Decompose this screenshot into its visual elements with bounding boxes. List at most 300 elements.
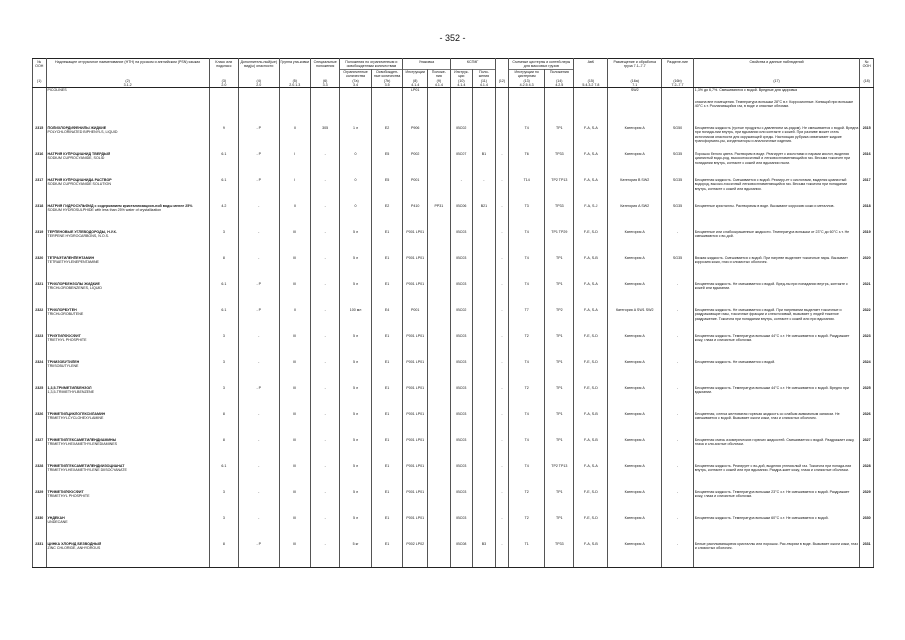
table-row: [33, 204, 874, 230]
cell-un: 2328: [33, 464, 47, 490]
header-ibc-instr: Инструк-ции: [450, 69, 473, 78]
cell-tp: TP2 TP13: [545, 178, 574, 204]
cell-sub: -: [239, 204, 280, 230]
cell-props: Бесцветная жидкость. Не смешивается с водой. При нагревании выделяет токсичные и раздражающие газы, токсичные фракции и слезоточивый, вызывает у людей тяжелое раздражение. Токсична при попадании внутрь, контакте с кожей или при вдыхании.: [693, 308, 860, 334]
cell-eq: E1: [371, 438, 403, 464]
shipping-name-cell: [46, 386, 209, 412]
cell-pp: [428, 386, 451, 412]
cell-tp: TP1: [545, 282, 574, 308]
table-row: [33, 282, 874, 308]
cell-un2: 2315: [860, 126, 874, 152]
cell-pi: P906: [403, 126, 428, 152]
cell-lq: 5 л: [340, 438, 372, 464]
cell-ibc: [450, 100, 473, 126]
cell-pp: [428, 516, 451, 542]
cell-pp: [428, 88, 451, 100]
cell-ti: T7: [509, 308, 545, 334]
cell-cls: [209, 100, 238, 126]
cell-ti: T4: [509, 282, 545, 308]
cell-lq: 5 л: [340, 230, 372, 256]
shipping-name-ru: НАТРИЯ КУПРОЦИАНИД ТВЕРДЫЙ: [47, 151, 111, 156]
shipping-name-cell: [46, 88, 209, 100]
cell-pg: I: [279, 178, 311, 204]
cell-c12: -: [495, 412, 509, 438]
table-row: [33, 412, 874, 438]
cell-pi: P001 LP01: [403, 282, 428, 308]
cell-props: Бесцветные кристаллы. Растворимы в воде. Вызывают коррозию кожи и металлов.: [693, 204, 860, 230]
column-reference: 4.1.4: [457, 83, 466, 88]
cell-cls: 8: [209, 438, 238, 464]
cell-sub: -: [239, 256, 280, 282]
cell-ti: T4: [509, 464, 545, 490]
cell-ibc: IBC03: [450, 360, 473, 386]
cell-pp: [428, 126, 451, 152]
shipping-name-ru: ТЕТРАЭТИЛЕНПЕНТАМИН: [47, 255, 95, 260]
cell-seg: -: [662, 516, 694, 542]
cell-tp: [545, 100, 574, 126]
column-reference: 3.1.2: [123, 83, 132, 88]
cell-pp: [428, 490, 451, 516]
column-number-label: (7a): [352, 78, 359, 83]
cell-eq: E1: [371, 412, 403, 438]
cell-un2: 2323: [860, 334, 874, 360]
shipping-name-en: SODIUM CUPROCYANIDE, SOLID: [47, 156, 105, 161]
cell-eq: E1: [371, 256, 403, 282]
cell-un2: 2318: [860, 204, 874, 230]
cell-pi: P001 LP01: [403, 516, 428, 542]
table-row: [33, 438, 874, 464]
shipping-name-en: TERPENE HYDROCARBONS, N.O.S.: [47, 234, 110, 239]
header-tanks-prov: Положения: [545, 69, 574, 78]
cell-c12: -: [495, 386, 509, 412]
column-number-label: (10): [458, 78, 465, 83]
cell-props: Белые расплывающиеся кристаллы или порошок. Рас-творим в воде. Вызывает ожоги кожи, глаз и слизистых оболочек.: [693, 542, 860, 568]
cell-sub: -: [239, 360, 280, 386]
cell-pg: III: [279, 282, 311, 308]
cell-seg: -: [662, 308, 694, 334]
cell-ibp: B21: [473, 204, 496, 230]
cell-ems: F-E, S-D: [574, 490, 608, 516]
header-tanks: Съемные цистерны и контей-неры для массовых грузов: [509, 59, 574, 70]
cell-lq: 5 кг: [340, 542, 372, 568]
header-class: Класс или подкласс: [209, 59, 238, 79]
cell-un2: 2322: [860, 308, 874, 334]
cell-tp: TP33: [545, 204, 574, 230]
header-name: Надлежащее отгрузочное наименование (НТН) на русском и английском (PSN) языках: [46, 59, 209, 79]
cell-lq: 5 л: [340, 490, 372, 516]
cell-sp: -: [311, 256, 340, 282]
cell-props: Бесцветная жидкость. Температура вспышки 44°C з.т. Не смешивается с водой. Вредно при вдыхании.: [693, 386, 860, 412]
cell-tp: TP1: [545, 516, 574, 542]
column-number-label: (14): [556, 78, 563, 83]
shipping-name-ru: ТРИМЕТИЛГЕКСАМЕТИЛЕНДИИЗОЦИАНАТ: [47, 463, 125, 468]
cell-props: Бесцветная смесь изомерических горючих жидкостей. Смешивается с водой. Раздражает кожу, глаза и сли-зистые оболочки.: [693, 438, 860, 464]
cell-ems: F-A, S-B: [574, 256, 608, 282]
shipping-name-ru: УНДЕКАН: [47, 515, 65, 520]
cell-ibc: IBC03: [450, 386, 473, 412]
cell-sub: -: [239, 230, 280, 256]
column-reference: 4.1.4: [411, 83, 420, 88]
table-row: [33, 464, 874, 490]
cell-tp: TP2: [545, 308, 574, 334]
table-row: [33, 88, 874, 100]
cell-tp: [545, 88, 574, 100]
header-stowage: Размещение и обработка груза 7.1–7.7: [608, 59, 662, 79]
cell-sub: -: [239, 438, 280, 464]
cell-lq: 5 л: [340, 256, 372, 282]
cell-ibc: IBC08: [450, 542, 473, 568]
cell-ibc: IBC03: [450, 282, 473, 308]
cell-pg: III: [279, 230, 311, 256]
cell-props: Бесцветная жидкость (густые продукты с давлением за-рядом). Не смешивается с водой. Вредна при попада-нии внутрь, при вдыхании или контакте с кожей. При разливе может стать источником опасности для окружающей среды. Настоящая рубрика охватывает жидкие трансформато-ры, конденсаторы и аналогичные изделия.: [693, 126, 860, 152]
cell-ems: F-A, S-B: [574, 412, 608, 438]
cell-pi: P001 LP01: [403, 334, 428, 360]
cell-lq: 5 л: [340, 412, 372, 438]
column-number: [450, 79, 473, 88]
header-limited-qty: Ограниченные количества: [340, 69, 372, 78]
cell-pp: [428, 178, 451, 204]
column-number: [662, 79, 694, 88]
cell-un2: 2316: [860, 152, 874, 178]
shipping-name-ru: ТРИМЕТИЛГЕКСАМЕТИЛЕНДИАМИНЫ: [47, 437, 117, 442]
cell-pg: III: [279, 490, 311, 516]
cell-un2: 2325: [860, 386, 874, 412]
shipping-name-cell: [46, 230, 209, 256]
cell-lq: 5 л: [340, 334, 372, 360]
cell-eq: [371, 100, 403, 126]
cell-props: опасна вне помещения. Температура вспышки 28°C в.т. Коррозионные. Кипящий при вспышке 40°C з.т. Розлагающийся газ, в воде и опасные обломки.: [693, 100, 860, 126]
cell-c12: -: [495, 334, 509, 360]
cell-sp: -: [311, 230, 340, 256]
cell-un: [33, 100, 47, 126]
shipping-name-cell: [46, 360, 209, 386]
cell-sp: -: [311, 282, 340, 308]
column-number-label: (7b): [383, 78, 391, 83]
cell-un: 2323: [33, 334, 47, 360]
cell-eq: E1: [371, 490, 403, 516]
cell-pp: [428, 360, 451, 386]
cell-seg: SG35: [662, 178, 694, 204]
column-number: [574, 79, 608, 88]
cell-eq: E5: [371, 152, 403, 178]
cell-seg: -: [662, 412, 694, 438]
cell-un2: 2330: [860, 516, 874, 542]
shipping-name-en: POLYCHLORINATED BIPHENYLS, LIQUID: [47, 130, 118, 135]
cell-eq: E1: [371, 334, 403, 360]
shipping-name-en: TRIMETHYLHEXAMETHYLENE DIISOCYANATE: [47, 468, 127, 473]
shipping-name-cell: [46, 490, 209, 516]
cell-sp: -: [311, 204, 340, 230]
shipping-name-cell: [46, 152, 209, 178]
column-reference: 4.2.5 4.3: [519, 83, 534, 88]
column-number-label: (16a): [630, 78, 639, 83]
cell-pp: [428, 100, 451, 126]
cell-sub: -: [239, 412, 280, 438]
cell-ibp: [473, 490, 496, 516]
column-reference: 3.5: [384, 83, 390, 88]
table-row: [33, 126, 874, 152]
column-number-label: (15): [587, 78, 595, 83]
cell-ibp: [473, 88, 496, 100]
cell-ems: [574, 88, 608, 100]
column-number: [33, 79, 47, 88]
cell-c12: -: [495, 542, 509, 568]
column-reference: 7.1: [632, 83, 638, 88]
cell-un2: [860, 100, 874, 126]
cell-pg: III: [279, 438, 311, 464]
header-packing-group: Группа упа-ковки: [279, 59, 311, 79]
table-row: [33, 490, 874, 516]
column-number: [403, 79, 428, 88]
cell-stow: Категория A: [608, 412, 662, 438]
cell-cls: 6.1: [209, 464, 238, 490]
column-reference: 4.2.5: [555, 83, 564, 88]
cell-ibp: [473, 360, 496, 386]
column-reference: 2.0: [221, 83, 227, 88]
cell-pg: II: [279, 308, 311, 334]
cell-pi: P001 LP01: [403, 438, 428, 464]
cell-tp: TP33: [545, 542, 574, 568]
cell-seg: SG35: [662, 204, 694, 230]
cell-ibc: IBC07: [450, 152, 473, 178]
cell-cls: 3: [209, 386, 238, 412]
cell-ibc: IBC03: [450, 256, 473, 282]
shipping-name-en: TRICHLOROBENZENES, LIQUID: [47, 286, 103, 291]
cell-lq: 5 л: [340, 360, 372, 386]
cell-sp: 305: [311, 126, 340, 152]
cell-ems: F-A, S-A: [574, 178, 608, 204]
cell-stow: Категория A: [608, 516, 662, 542]
cell-ibp: [473, 282, 496, 308]
cell-ibp: [473, 516, 496, 542]
shipping-name-ru: НАТРИЯ КУПРОЦИАНИДА РАСТВОР: [47, 177, 112, 182]
column-number-label: (18): [863, 78, 870, 83]
column-reference: 4.1.4: [479, 83, 488, 88]
cell-seg: SG35: [662, 152, 694, 178]
cell-pg: III: [279, 256, 311, 282]
shipping-name-ru: ТРИМЕТИЛФОСФИТ: [47, 489, 84, 494]
cell-sp: -: [311, 542, 340, 568]
cell-sp: -: [311, 308, 340, 334]
cell-pg: [279, 100, 311, 126]
column-number-label: (11): [480, 78, 487, 83]
cell-props: Бесцветная, слегка желтоватая горючая жидкость со слабым аммиачным запахом. Не смешивается с водой. Вызывает ожоги кожи, глаз и слизистых оболочек.: [693, 412, 860, 438]
column-number-label: (13): [523, 78, 530, 83]
cell-ti: T2: [509, 334, 545, 360]
cell-tp: TP1: [545, 438, 574, 464]
shipping-name-cell: [46, 334, 209, 360]
cell-un: 2325: [33, 386, 47, 412]
cell-pg: III: [279, 334, 311, 360]
cell-tp: TP1: [545, 256, 574, 282]
cell-stow: Категория A: [608, 126, 662, 152]
table-row: [33, 230, 874, 256]
dangerous-goods-table: [32, 58, 874, 568]
cell-pp: [428, 334, 451, 360]
column-number-label: (4): [256, 78, 261, 83]
cell-sp: [311, 88, 340, 100]
cell-ibp: [473, 464, 496, 490]
cell-stow: Категория A SW2: [608, 204, 662, 230]
cell-ems: F-E, S-D: [574, 360, 608, 386]
cell-pp: [428, 412, 451, 438]
column-number-label: (17): [773, 78, 780, 83]
header-un: № ООН: [33, 59, 47, 79]
cell-eq: E1: [371, 464, 403, 490]
cell-pp: [428, 152, 451, 178]
cell-eq: E2: [371, 204, 403, 230]
cell-ti: T4: [509, 230, 545, 256]
shipping-name-ru: 1,3,5-ТРИМЕТИЛБЕНЗОЛ: [47, 385, 92, 390]
column-number: [545, 79, 574, 88]
cell-sub: -: [239, 490, 280, 516]
cell-ibp: [473, 100, 496, 126]
shipping-name-en: TRICHLOROBUTENE: [47, 312, 84, 317]
cell-stow: Категория A: [608, 230, 662, 256]
column-number: [239, 79, 280, 88]
cell-cls: 8: [209, 412, 238, 438]
cell-un: 2316: [33, 152, 47, 178]
cell-lq: 5 л: [340, 516, 372, 542]
cell-pg: III: [279, 516, 311, 542]
shipping-name-ru: ТРИХЛОРБЕНЗОЛЫ ЖИДКИЕ: [47, 281, 100, 286]
cell-pg: III: [279, 386, 311, 412]
table-body: [33, 88, 874, 568]
table-row: [33, 100, 874, 126]
column-number: [693, 79, 860, 88]
cell-un2: 2320: [860, 256, 874, 282]
shipping-name-en: TETRAETHYLENEPENTAMINE: [47, 260, 99, 265]
column-reference: 3.3: [322, 83, 328, 88]
column-number: [279, 79, 311, 88]
header-ibc: КСГМГ: [450, 59, 495, 70]
cell-ems: [574, 100, 608, 126]
cell-tp: TP1: [545, 490, 574, 516]
shipping-name-cell: [46, 204, 209, 230]
cell-un2: 2329: [860, 490, 874, 516]
cell-stow: Категория A: [608, 256, 662, 282]
cell-sub: - P: [239, 178, 280, 204]
header-subsidiary: Дополнитель-ный(ые) вид(ы) опасности: [239, 59, 280, 79]
cell-eq: E4: [371, 308, 403, 334]
header-ems: АвК: [574, 59, 608, 79]
shipping-name-ru: ТРИМЕТИЛЦИКЛОГЕКСИЛАМИН: [47, 411, 106, 416]
cell-tp: TP1: [545, 126, 574, 152]
cell-ems: F-A, S-B: [574, 542, 608, 568]
cell-seg: -: [662, 438, 694, 464]
cell-lq: 5 л: [340, 464, 372, 490]
cell-props: Бесцветная жидкость. Не смешивается с водой. Вред-ны при попадании внутрь, контакте с кожей или вдыхании.: [693, 282, 860, 308]
shipping-name-en: TRIISOBUTYLENE: [47, 364, 79, 369]
cell-eq: E1: [371, 360, 403, 386]
cell-ibp: [473, 308, 496, 334]
cell-lq: 0: [340, 204, 372, 230]
cell-props: Бесцветная жидкость. Смешивается с водой. Реагиру-ет с кислотами, выделяя цианистый водород, высоко-токсичный легковоспламеняющийся газ. Весьма токсична при попадании внутрь, контакте с кожей или вдыхании.: [693, 178, 860, 204]
cell-seg: -: [662, 282, 694, 308]
column-number: [473, 79, 496, 88]
cell-ti: T4: [509, 438, 545, 464]
cell-ibp: B3: [473, 542, 496, 568]
shipping-name-en: PICOLINES: [47, 88, 67, 93]
column-number-label: (3): [221, 78, 227, 83]
cell-props: Бесцветная жидкость. Температура вспышки 60°C з.т. Не смешивается с водой.: [693, 516, 860, 542]
header-ibc-prov: Поло-жения: [473, 69, 496, 78]
cell-pi: P410: [403, 204, 428, 230]
cell-c12: -: [495, 516, 509, 542]
cell-stow: Категория A: [608, 334, 662, 360]
cell-stow: Категория A: [608, 152, 662, 178]
shipping-name-ru: ТРИЭТИЛФОСФИТ: [47, 333, 81, 338]
cell-eq: [371, 88, 403, 100]
cell-lq: 5 л: [340, 386, 372, 412]
column-reference: 2.0.1.3: [289, 83, 301, 88]
cell-tp: TP33: [545, 152, 574, 178]
column-number-label: (1): [37, 78, 42, 83]
cell-un: 2317: [33, 178, 47, 204]
cell-pg: II: [279, 204, 311, 230]
cell-ti: T4: [509, 126, 545, 152]
cell-c12: [495, 126, 509, 152]
cell-ti: [509, 100, 545, 126]
cell-seg: -: [662, 230, 694, 256]
cell-stow: Категория B SW2: [608, 178, 662, 204]
cell-un2: 2328: [860, 464, 874, 490]
cell-un: 2327: [33, 438, 47, 464]
cell-sub: -: [239, 464, 280, 490]
cell-pg: II: [279, 126, 311, 152]
cell-sp: -: [311, 516, 340, 542]
cell-stow: Категория A SW1 SW2: [608, 308, 662, 334]
cell-c12: -: [495, 438, 509, 464]
shipping-name-en: TRIMETHYLHEXAMETHYLENEDIAMINES: [47, 442, 117, 447]
cell-c12: -: [495, 308, 509, 334]
cell-c12: -: [495, 230, 509, 256]
cell-eq: E1: [371, 282, 403, 308]
shipping-name-cell: [46, 282, 209, 308]
cell-ibc: IBC03: [450, 334, 473, 360]
column-number: [509, 79, 545, 88]
column-number: [608, 79, 662, 88]
table-row: [33, 152, 874, 178]
shipping-name-cell: [46, 178, 209, 204]
cell-ems: F-A, S-A: [574, 308, 608, 334]
header-limited: Положения по ограниченным и освобожденным количествам: [340, 59, 403, 70]
cell-cls: 8: [209, 256, 238, 282]
table-row: [33, 256, 874, 282]
table-row: [33, 360, 874, 386]
cell-c12: -: [495, 152, 509, 178]
cell-ems: F-A, S-J: [574, 204, 608, 230]
cell-c12: [495, 88, 509, 100]
cell-ibp: [473, 230, 496, 256]
cell-c12: -: [495, 204, 509, 230]
column-number-label: (9): [436, 78, 442, 83]
shipping-name-ru: ПОЛИХЛОРДИФЕНИЛЫ ЖИДКИЕ: [47, 125, 107, 130]
cell-un: 2321: [33, 282, 47, 308]
column-reference: 7.2–7.7: [671, 83, 684, 88]
cell-lq: 5 л: [340, 282, 372, 308]
header-properties: Свойства и данные наблюдений: [693, 59, 860, 79]
cell-seg: SG35: [662, 256, 694, 282]
cell-stow: Категория A: [608, 542, 662, 568]
cell-pi: LP01: [403, 88, 428, 100]
cell-stow: Категория A: [608, 386, 662, 412]
cell-props: Бесцветная жидкость. Температура вспышки 44°C з.т. Не смешивается с водой. Раздражает кожу, глаза и слизистые оболочки.: [693, 334, 860, 360]
cell-un2: 2321: [860, 282, 874, 308]
cell-pp: PP31: [428, 204, 451, 230]
column-number: [340, 79, 372, 88]
cell-ibp: [473, 386, 496, 412]
